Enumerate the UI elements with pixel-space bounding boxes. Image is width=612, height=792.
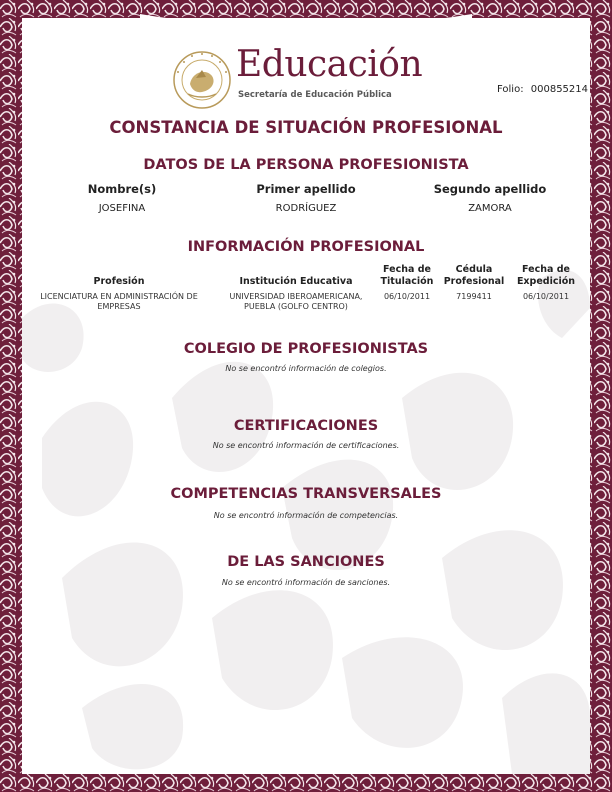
field-label: Nombre(s) (87, 182, 157, 196)
header-logo-block (172, 44, 472, 122)
section-title-certificaciones: CERTIFICACIONES (233, 418, 379, 434)
colegio-note: No se encontró información de colegios. (225, 364, 387, 373)
folio-value: 000855214 (530, 84, 589, 95)
field-primer-apellido (216, 182, 396, 214)
mexican-seal-icon (172, 50, 232, 110)
field-label: Primer apellido (256, 182, 356, 196)
competencias-note: No se encontró información de competencias. (213, 511, 399, 520)
field-nombre (32, 182, 212, 214)
document-title: CONSTANCIA DE SITUACIÓN PROFESIONAL (109, 118, 503, 137)
folio-label: Folio: (497, 84, 524, 95)
section-title-competencias: COMPETENCIAS TRANSVERSALES (170, 486, 442, 502)
section-title-sanciones: DE LAS SANCIONES (227, 554, 385, 570)
column-cedula (442, 262, 506, 302)
certificaciones-note: No se encontró información de certificaciones. (212, 441, 400, 450)
field-value: JOSEFINA (98, 203, 146, 214)
column-header: Cédula Profesional (443, 264, 505, 287)
field-value: RODRÍGUEZ (275, 203, 337, 214)
column-value: 7199411 (456, 292, 492, 301)
column-fecha-titulacion (378, 262, 436, 302)
section-title-informacion: INFORMACIÓN PROFESIONAL (187, 239, 425, 255)
section-title-colegio: COLEGIO DE PROFESIONISTAS (183, 341, 429, 357)
document-body (22, 18, 590, 774)
field-segundo-apellido (400, 182, 580, 214)
logo-title: Educación (236, 44, 423, 85)
folio (497, 84, 588, 95)
column-value: UNIVERSIDAD IBEROAMERICANA, PUEBLA (GOLFO CENTRO) (229, 292, 363, 311)
column-header: Fecha de Expedición (516, 264, 576, 287)
sanciones-note: No se encontró información de sanciones. (221, 578, 391, 587)
column-institucion (218, 262, 374, 312)
column-header: Institución Educativa (239, 276, 353, 287)
column-fecha-expedicion (514, 262, 578, 302)
column-value: LICENCIATURA EN ADMINISTRACIÓN DE EMPRESAS (40, 292, 198, 311)
column-profesion (34, 262, 204, 312)
column-header: Profesión (93, 276, 145, 287)
persona-fields (32, 182, 580, 222)
informacion-table (22, 262, 590, 322)
logo-subtitle: Secretaría de Educación Pública (238, 90, 392, 100)
section-title-persona: DATOS DE LA PERSONA PROFESIONISTA (143, 157, 469, 173)
column-value: 06/10/2011 (522, 292, 570, 301)
column-header: Fecha de Titulación (380, 264, 434, 287)
field-value: ZAMORA (468, 203, 512, 214)
column-value: 06/10/2011 (383, 292, 431, 301)
field-label: Segundo apellido (433, 182, 547, 196)
